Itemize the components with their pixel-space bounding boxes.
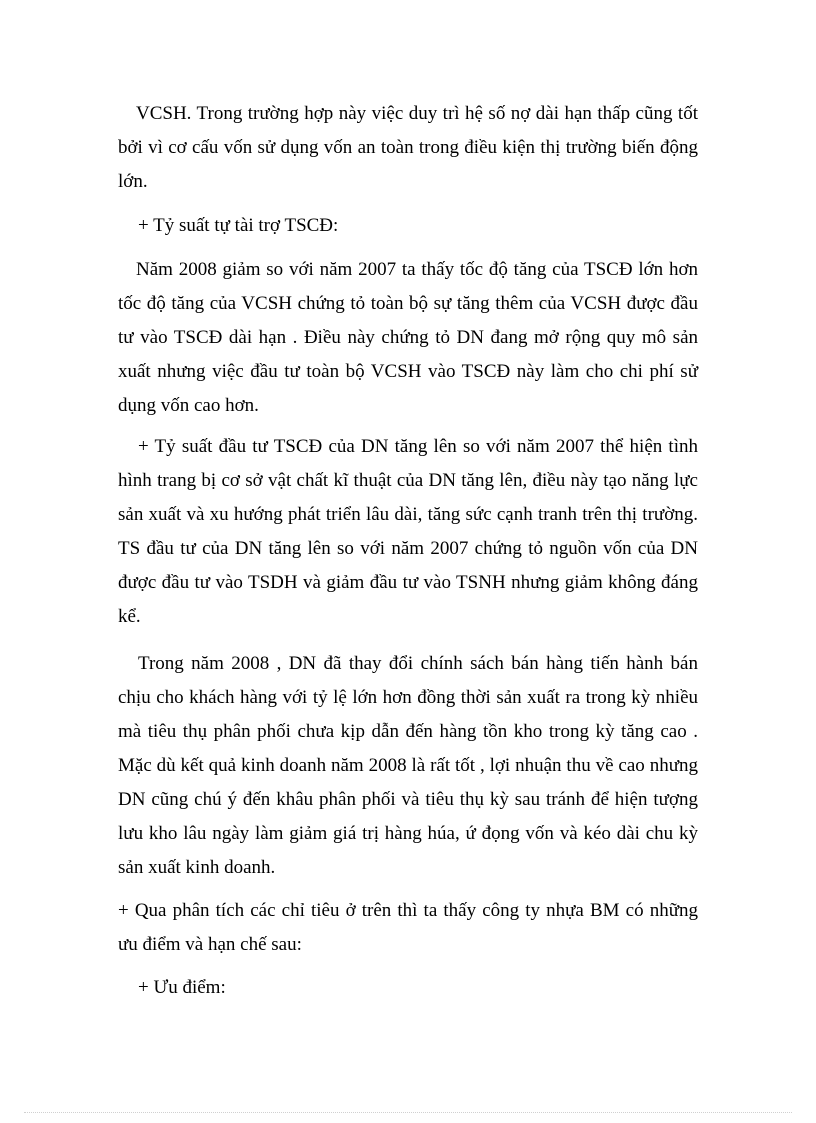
paragraph-analysis-summary: + Qua phân tích các chỉ tiêu ở trên thì ta thấy công ty nhựa BM có những ưu điểm và hạn chế sau:: [118, 900, 698, 955]
paragraph-sales-policy-2008: Trong năm 2008 , DN đã thay đổi chính sách bán hàng tiến hành bán chịu cho khách hàng với tỷ lệ lớn hơn đồng thời sản xuất ra trong kỳ nhiều mà tiêu thụ phân phối chưa kịp dẫn đến hàng tồn kho trong kỳ tăng cao . Mặc dù kết quả kinh doanh năm 2008 là rất tốt , lợi nhuận thu về cao nhưng DN cũng chú ý đến khâu phân phối và tiêu thụ kỳ sau tránh để hiện tượng lưu kho lâu ngày làm giảm giá trị hàng húa, ứ đọng vốn và kéo dài chu kỳ sản xuất kinh doanh.: [118, 653, 698, 878]
paragraph-fixed-asset-investment-ratio: + Tỷ suất đầu tư TSCĐ của DN tăng lên so với năm 2007 thể hiện tình hình trang bị cơ sở vật chất kĩ thuật của DN tăng lên, điều này tạo năng lực sản xuất và xu hướng phát triển lâu dài, tăng sức cạnh tranh trên thị trường. TS đầu tư của DN tăng lên so với năm 2007 chứng tỏ nguồn vốn của DN được đầu tư vào TSDH và giảm đầu tư vào TSNH nhưng giảm không đáng kể.: [118, 436, 698, 627]
heading-advantages: + Ưu điểm:: [138, 977, 226, 998]
heading-fixed-asset-self-financing: + Tỷ suất tự tài trợ TSCĐ:: [138, 215, 339, 236]
paragraph-vcsh-debt-ratio: VCSH. Trong trường hợp này việc duy trì hệ số nợ dài hạn thấp cũng tốt bởi vì cơ cấu vốn sử dụng vốn an toàn trong điều kiện thị trường biến động lớn.: [118, 103, 698, 192]
paragraph-2008-vs-2007: Năm 2008 giảm so với năm 2007 ta thấy tốc độ tăng của TSCĐ lớn hơn tốc độ tăng của VCSH chứng tỏ toàn bộ sự tăng thêm của VCSH được đầu tư vào TSCĐ dài hạn . Điều này chứng tỏ DN đang mở rộng quy mô sản xuất nhưng việc đầu tư toàn bộ VCSH vào TSCĐ này làm cho chi phí sử dụng vốn cao hơn.: [118, 259, 698, 416]
page-bottom-divider: [24, 1112, 792, 1113]
